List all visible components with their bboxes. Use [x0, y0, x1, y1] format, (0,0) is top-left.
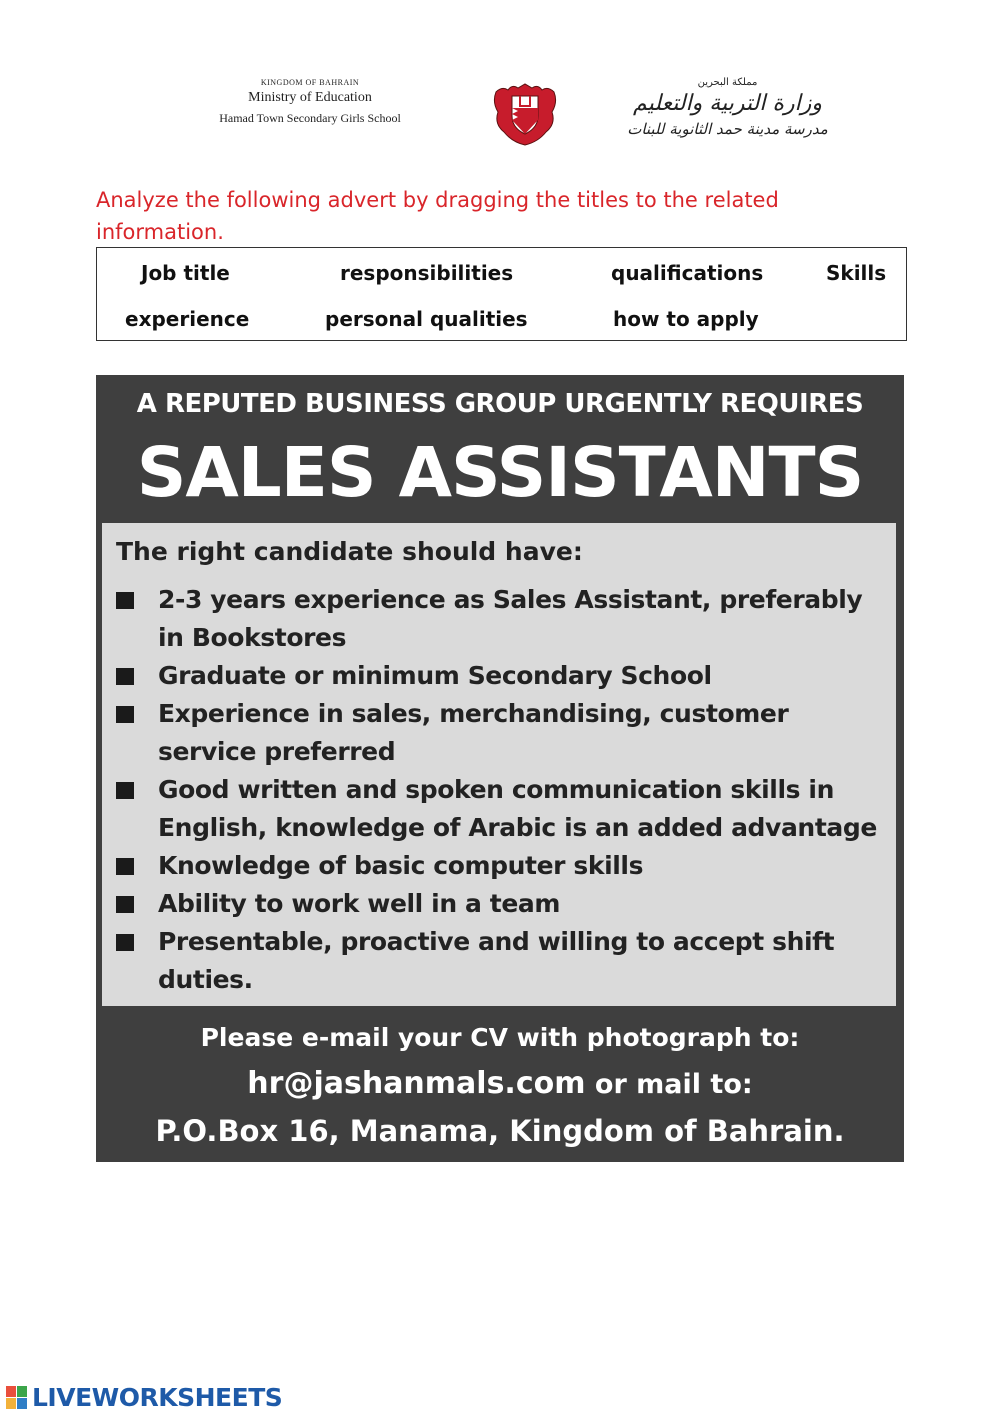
advert-title: SALES ASSISTANTS	[136, 433, 864, 513]
advert-lead: The right candidate should have:	[116, 537, 583, 566]
advert-tagline: A REPUTED BUSINESS GROUP URGENTLY REQUIRES	[136, 389, 864, 419]
square-bullet-icon	[116, 896, 134, 913]
requirement-item	[116, 657, 896, 695]
drag-option-responsibilities[interactable]: responsibilities	[340, 261, 514, 285]
school-header-arabic	[610, 76, 845, 139]
liveworksheets-brand	[6, 1382, 282, 1412]
drag-option-personal-qualities[interactable]: personal qualities	[325, 307, 528, 331]
liveworksheets-logo-icon	[6, 1384, 30, 1410]
school-label-arabic: مدرسة مدينة حمد الثانوية للبنات	[627, 120, 828, 138]
requirement-line: 2-3 years experience as Sales Assistant, preferably	[158, 585, 863, 614]
requirement-item	[116, 695, 896, 771]
requirement-item	[116, 771, 896, 847]
brand-name: LIVEWORKSHEETS	[32, 1382, 283, 1412]
bahrain-emblem-icon	[492, 82, 558, 146]
drag-option-job-title[interactable]: Job title	[141, 261, 230, 285]
requirement-line: English, knowledge of Arabic is an added advantage	[158, 813, 877, 842]
drag-option-skills[interactable]: Skills	[826, 261, 887, 285]
requirement-line: Good written and spoken communication skills in	[158, 775, 834, 804]
square-bullet-icon	[116, 858, 134, 875]
requirements-list	[116, 581, 896, 999]
school-header-english	[170, 78, 450, 126]
requirement-line: Graduate or minimum Secondary School	[158, 661, 712, 690]
instruction-text: Analyze the following advert by dragging the titles to the related information.	[96, 188, 779, 244]
requirement-item	[116, 885, 896, 923]
apply-email-line	[96, 1061, 904, 1108]
square-bullet-icon	[116, 782, 134, 799]
requirement-item	[116, 847, 896, 885]
advert-requirements-panel	[102, 523, 896, 1006]
ministry-label: Ministry of Education	[248, 90, 372, 105]
requirement-line: Presentable, proactive and willing to accept shift	[158, 927, 835, 956]
drag-option-how-to-apply[interactable]: how to apply	[613, 307, 759, 331]
square-bullet-icon	[116, 668, 134, 685]
requirement-item	[116, 923, 896, 999]
square-bullet-icon	[116, 592, 134, 609]
drag-option-qualifications[interactable]: qualifications	[611, 261, 764, 285]
apply-address: P.O.Box 16, Manama, Kingdom of Bahrain.	[155, 1114, 845, 1148]
apply-email-suffix: or mail to:	[585, 1069, 753, 1100]
ministry-label-arabic: وزارة التربية والتعليم	[633, 91, 822, 116]
drag-options-box	[96, 247, 907, 341]
kingdom-label-arabic: مملكة البحرين	[697, 77, 758, 88]
job-advert	[96, 375, 904, 1162]
requirement-line: service preferred	[158, 737, 396, 766]
requirement-item	[116, 581, 896, 657]
square-bullet-icon	[116, 934, 134, 951]
square-bullet-icon	[116, 706, 134, 723]
apply-email: hr@jashanmals.com	[247, 1066, 586, 1101]
advert-footer	[96, 1015, 904, 1154]
requirement-line: in Bookstores	[158, 623, 347, 652]
requirement-line: Knowledge of basic computer skills	[158, 851, 644, 880]
requirement-line: Experience in sales, merchandising, customer	[158, 699, 789, 728]
requirement-line: Ability to work well in a team	[158, 889, 561, 918]
requirement-line: duties.	[158, 965, 253, 994]
apply-instruction: Please e-mail your CV with photograph to:	[200, 1023, 800, 1052]
drag-option-experience[interactable]: experience	[125, 307, 250, 331]
school-label: Hamad Town Secondary Girls School	[219, 111, 401, 125]
kingdom-label: KINGDOM OF BAHRAIN	[260, 78, 360, 87]
